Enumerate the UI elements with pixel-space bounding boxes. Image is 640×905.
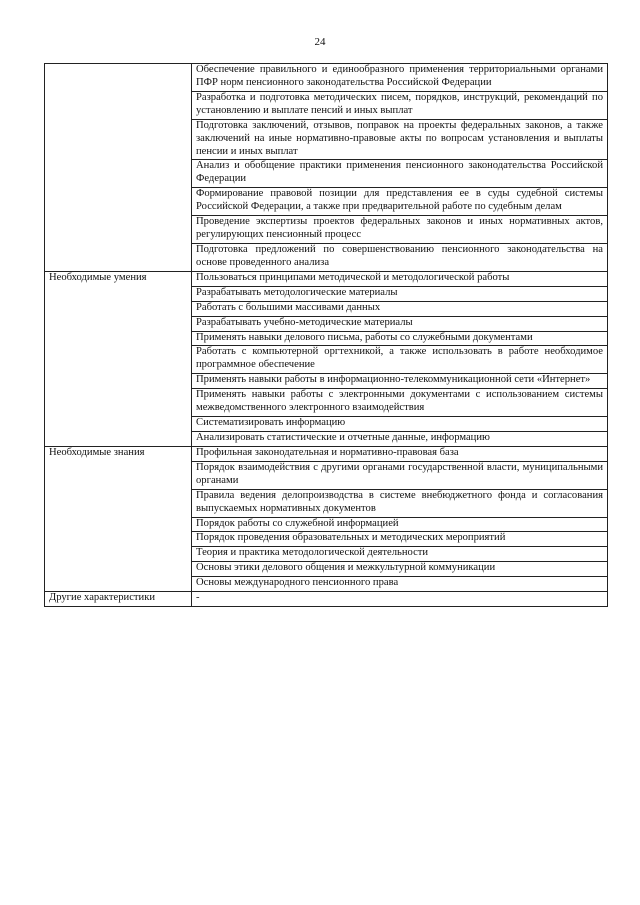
section-item: Основы международного пенсионного права [192, 577, 608, 592]
section-label: Другие характеристики [45, 592, 192, 607]
section-item: Систематизировать информацию [192, 417, 608, 432]
section-item: Проведение экспертизы проектов федеральных законов и иных нормативных актов, регулирующих пенсионный процесс [192, 216, 608, 244]
section-item: Пользоваться принципами методической и методологической работы [192, 271, 608, 286]
section-item: Порядок проведения образовательных и методических мероприятий [192, 532, 608, 547]
section-item: Подготовка предложений по совершенствованию пенсионного законодательства на основе проведенного анализа [192, 243, 608, 271]
table-row [45, 271, 608, 286]
table-body [45, 64, 608, 607]
section-item: Разрабатывать учебно-методические материалы [192, 316, 608, 331]
section-item: Анализ и обобщение практики применения пенсионного законодательства Российской Федерации [192, 160, 608, 188]
section-label [45, 64, 192, 272]
qualification-table [44, 63, 608, 607]
section-item: Правила ведения делопроизводства в системе внебюджетного фонда и согласования выпускаемых нормативных документов [192, 489, 608, 517]
section-item: Разрабатывать методологические материалы [192, 286, 608, 301]
section-label: Необходимые умения [45, 271, 192, 446]
section-item: Применять навыки делового письма, работы со служебными документами [192, 331, 608, 346]
section-item: Теория и практика методологической деятельности [192, 547, 608, 562]
table-row [45, 64, 608, 92]
section-item: Анализировать статистические и отчетные данные, информацию [192, 431, 608, 446]
table-row [45, 592, 608, 607]
section-item: Профильная законодательная и нормативно-правовая база [192, 446, 608, 461]
section-item: Применять навыки работы с электронными документами с использованием системы межведомственного электронного взаимодействия [192, 389, 608, 417]
section-item: Порядок работы со служебной информацией [192, 517, 608, 532]
section-item: Работать с компьютерной оргтехникой, а также использовать в работе необходимое программное обеспечение [192, 346, 608, 374]
section-item: Подготовка заключений, отзывов, поправок на проекты федеральных законов, а также заключений на иные нормативно-правовые акты по вопросам установления и выплаты пенсии и иных выплат [192, 119, 608, 160]
table-row [45, 446, 608, 461]
section-item: - [192, 592, 608, 607]
section-item: Работать с большими массивами данных [192, 301, 608, 316]
section-item: Формирование правовой позиции для представления ее в суды судебной системы Российской Федерации, а также при предварительной работе по судебным делам [192, 188, 608, 216]
section-item: Применять навыки работы в информационно-телекоммуникационной сети «Интернет» [192, 374, 608, 389]
section-item: Обеспечение правильного и единообразного применения территориальными органами ПФР норм пенсионного законодательства Российской Федерации [192, 64, 608, 92]
section-item: Разработка и подготовка методических писем, порядков, инструкций, рекомендаций по установлению и выплате пенсий и иных выплат [192, 91, 608, 119]
page-number: 24 [314, 36, 326, 48]
section-item: Основы этики делового общения и межкультурной коммуникации [192, 562, 608, 577]
section-item: Порядок взаимодействия с другими органами государственной власти, муниципальными органами [192, 461, 608, 489]
section-label: Необходимые знания [45, 446, 192, 591]
